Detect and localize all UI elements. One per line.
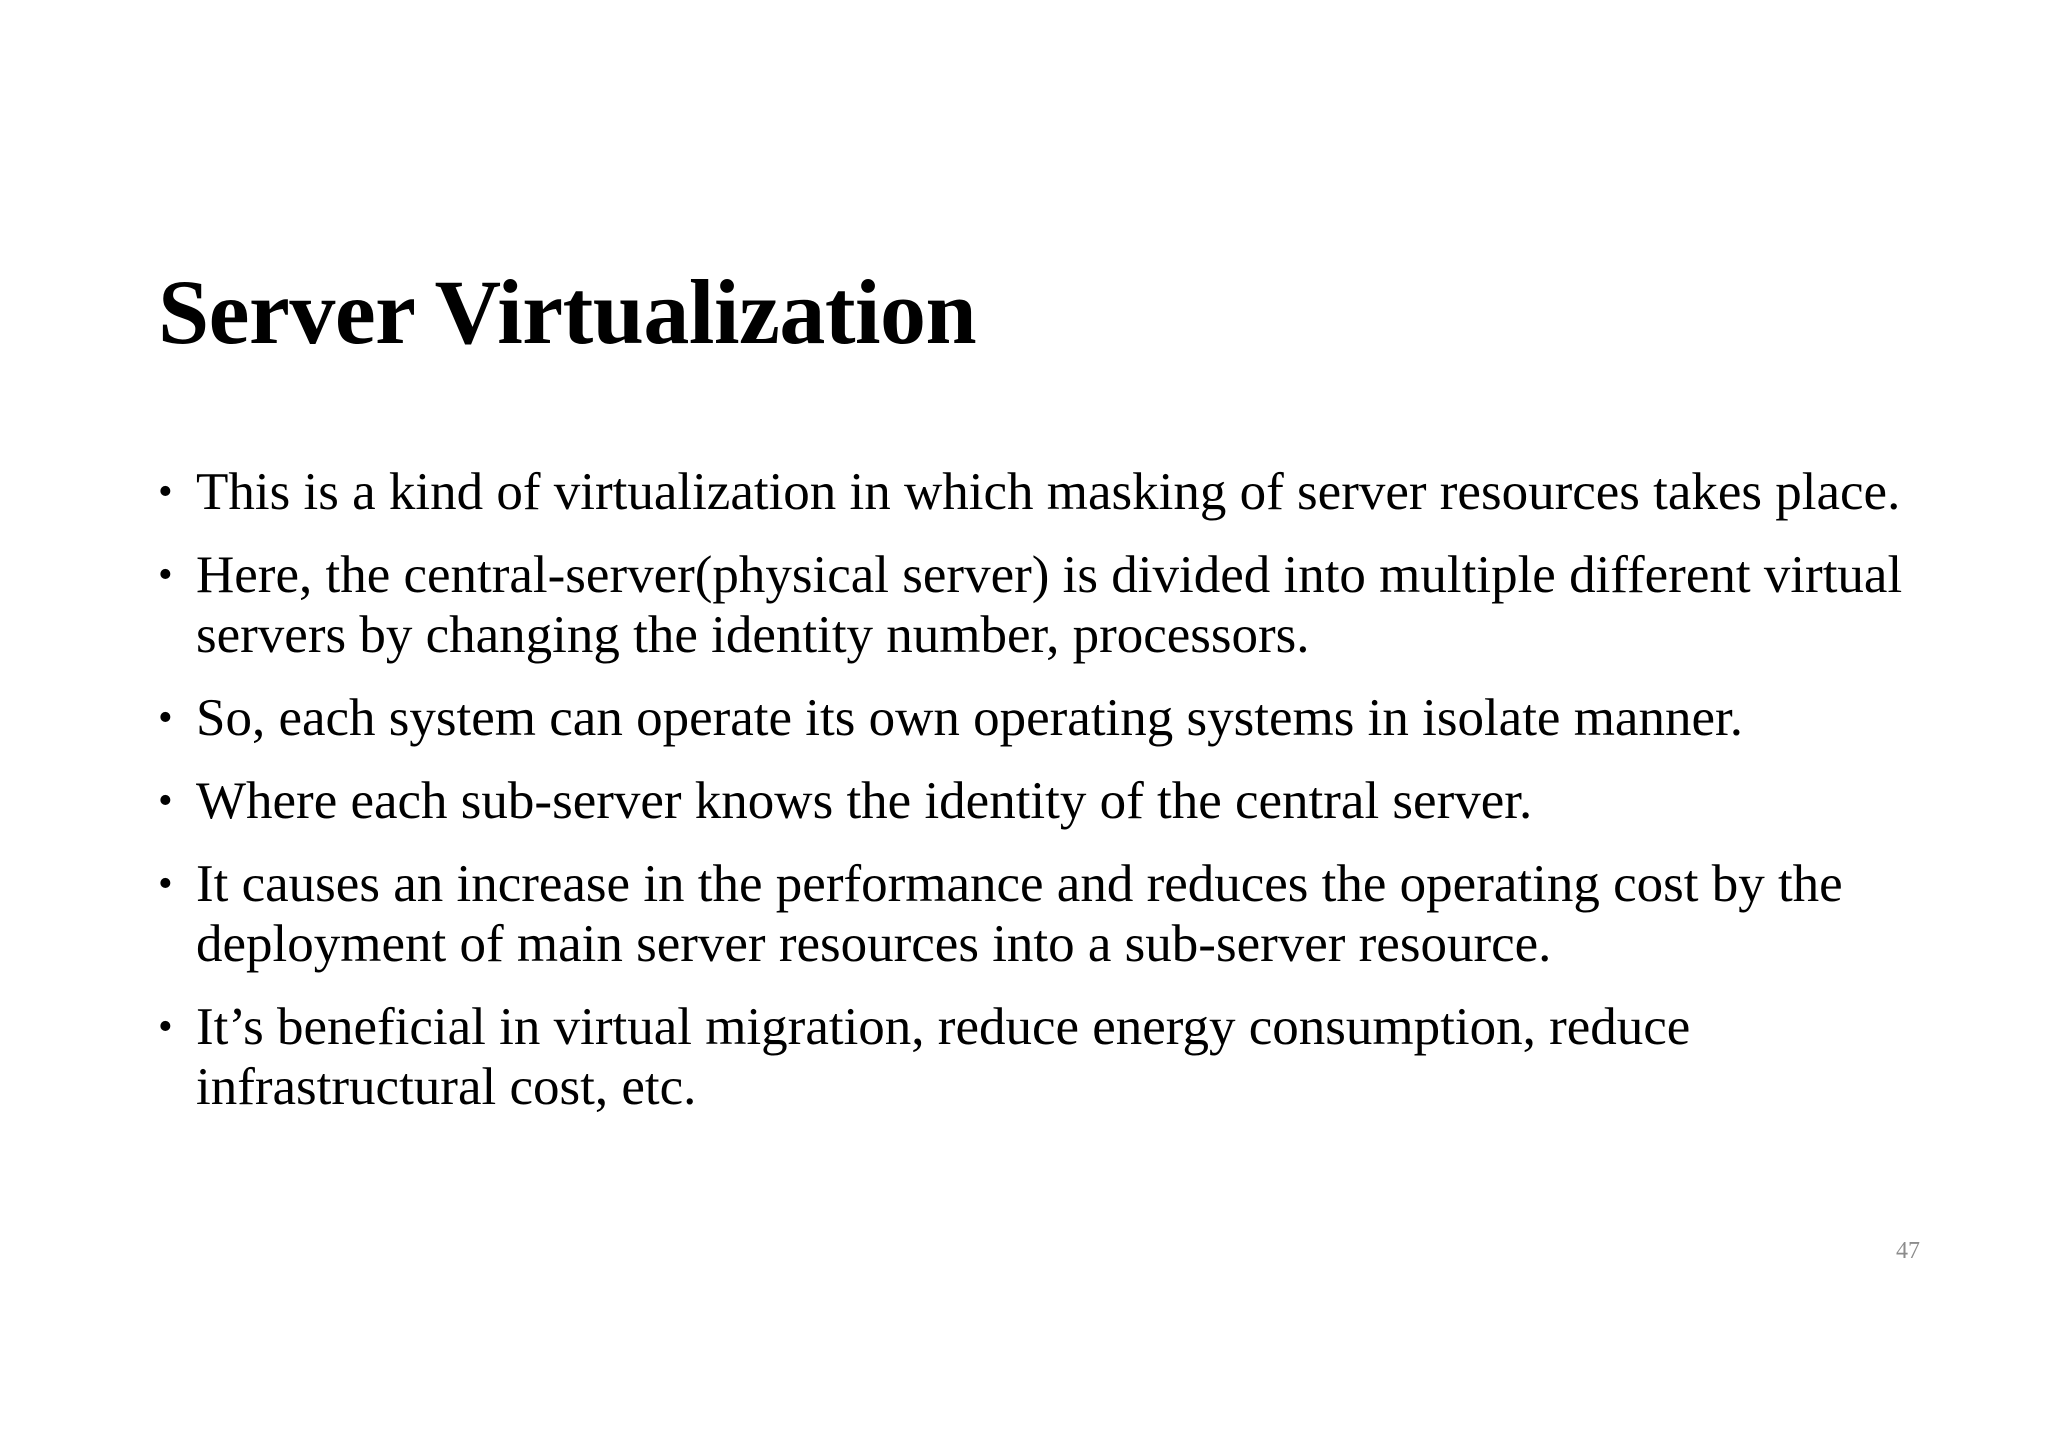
list-item — [158, 545, 1918, 665]
bullet-icon: • — [158, 552, 173, 598]
bullet-icon: • — [158, 1004, 173, 1050]
page-number: 47 — [1896, 1238, 1920, 1264]
list-item — [158, 997, 1918, 1117]
bullet-icon: • — [158, 778, 173, 824]
bullet-text: Where each sub-server knows the identity of the central server. — [196, 772, 1533, 830]
slide-title: Server Virtualization — [158, 261, 977, 363]
bullet-icon: • — [158, 695, 173, 741]
bullet-text: It causes an increase in the performance and reduces the operating cost by the deployment of main server resources into a sub-server resource. — [196, 855, 1843, 973]
list-item — [158, 771, 1918, 831]
bullet-text: So, each system can operate its own operating systems in isolate manner. — [196, 689, 1743, 747]
bullet-text: This is a kind of virtualization in which masking of server resources takes place. — [196, 463, 1901, 521]
list-item — [158, 854, 1918, 974]
list-item — [158, 688, 1918, 748]
bullet-icon: • — [158, 861, 173, 907]
list-item — [158, 462, 1918, 522]
bullet-icon: • — [158, 469, 173, 515]
bullet-text: It’s beneficial in virtual migration, reduce energy consumption, reduce infrastructural cost, etc. — [196, 998, 1691, 1116]
bullet-text: Here, the central-server(physical server) is divided into multiple different virtual servers by changing the identity number, processors. — [196, 546, 1903, 664]
bullet-list — [158, 462, 1918, 1140]
